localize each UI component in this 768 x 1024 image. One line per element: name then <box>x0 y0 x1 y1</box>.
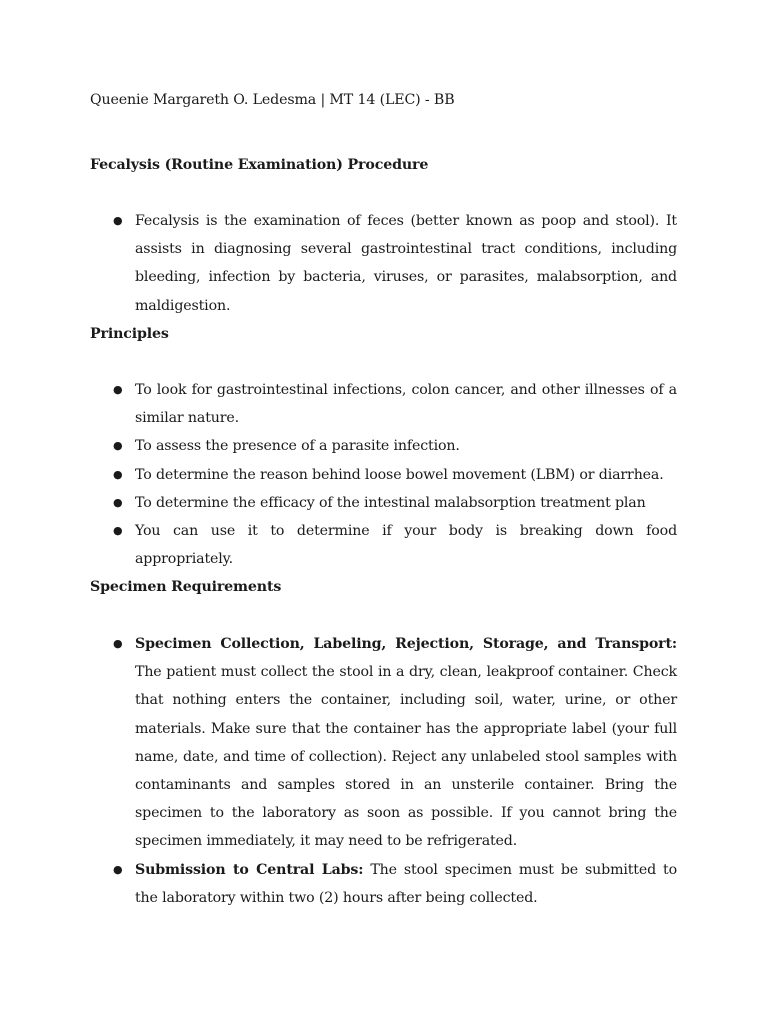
principles-list <box>90 376 677 573</box>
list-item: ● Fecalysis is the examination of feces (better known as poop and stool). It assists in diagnosing several gastrointestinal tract conditions, including bleeding, infection by bacteria, viruses, or parasites, malabsorption, and maldigestion. <box>90 207 677 320</box>
list-item: ● To determine the efficacy of the intestinal malabsorption treatment plan <box>90 489 677 517</box>
specimen-heading: Specimen Requirements <box>90 579 282 595</box>
item-label: Submission to Central Labs: <box>135 861 364 878</box>
document-title: Fecalysis (Routine Examination) Procedure <box>90 157 429 173</box>
list-item <box>90 630 677 856</box>
list-item <box>90 856 677 912</box>
list-item: ● You can use it to determine if your body is breaking down food appropriately. <box>90 517 677 573</box>
author-line: Queenie Margareth O. Ledesma | MT 14 (LEC) - BB <box>90 92 455 108</box>
list-item: ● To look for gastrointestinal infections, colon cancer, and other illnesses of a similar nature. <box>90 376 677 432</box>
item-text: The stool specimen must be submitted to the laboratory within two (2) hours after being collected. <box>135 861 677 906</box>
item-label: Specimen Collection, Labeling, Rejection, Storage, and Transport: <box>135 636 677 652</box>
principles-heading: Principles <box>90 326 169 342</box>
intro-list <box>90 207 677 320</box>
list-item: ● To assess the presence of a parasite infection. <box>90 432 677 460</box>
specimen-list <box>90 630 677 912</box>
list-item: ● To determine the reason behind loose bowel movement (LBM) or diarrhea. <box>90 461 677 489</box>
item-text: The patient must collect the stool in a dry, clean, leakproof container. Check that nothing enters the container, including soil, water, urine, or other materials. Make sure that the container has the appropriate label (your full name, date, and time of collection). Reject any unlabeled stool samples with contaminants and samples stored in an unsterile container. Bring the specimen to the laboratory as soon as possible. If you cannot bring the specimen immediately, it may need to be refrigerated. <box>135 664 677 850</box>
